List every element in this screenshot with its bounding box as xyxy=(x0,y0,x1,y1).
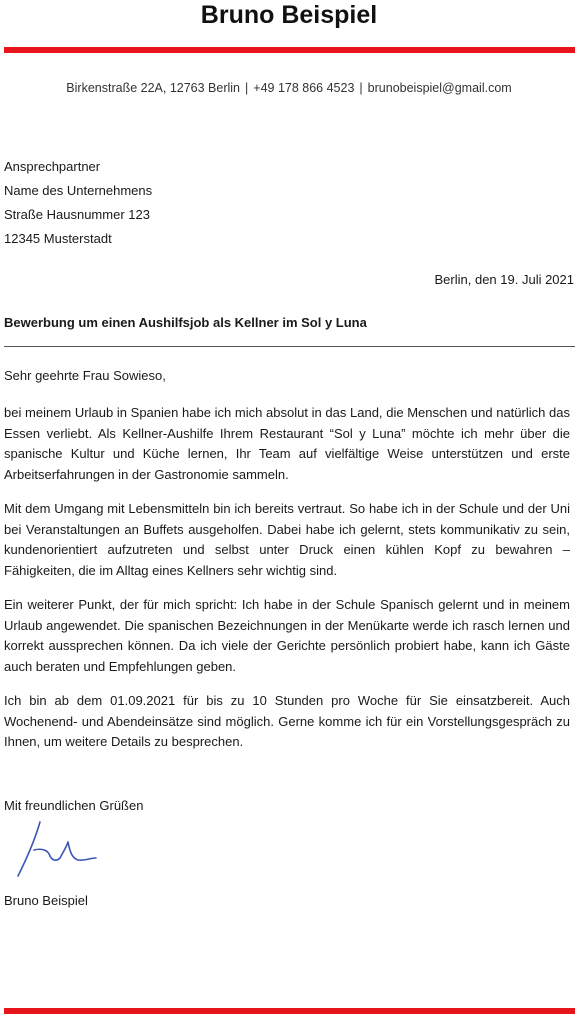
body-paragraph: Ich bin ab dem 01.09.2021 für bis zu 10 Stunden pro Woche für Sie einsatzbereit. Auch Wochenend- und Abendeinsätze sind möglich. Gerne komme ich für ein Vorstellungsgespräch zu Ihnen, um weitere Details zu besprechen. xyxy=(4,693,570,749)
closing-phrase: Mit freundlichen Grüßen xyxy=(4,798,144,813)
contact-email: brunobeispiel@gmail.com xyxy=(367,81,512,95)
contact-address: Birkenstraße 22A, 12763 Berlin xyxy=(66,81,241,95)
contact-separator: | xyxy=(245,81,249,95)
contact-separator: | xyxy=(359,81,363,95)
subject-divider xyxy=(4,346,575,347)
recipient-contact-person: Ansprechpartner xyxy=(4,159,101,174)
top-accent-bar xyxy=(4,47,575,53)
signer-name: Bruno Beispiel xyxy=(4,893,88,908)
recipient-street: Straße Hausnummer 123 xyxy=(4,207,150,222)
contact-line xyxy=(0,80,578,96)
letter-body xyxy=(4,403,570,767)
recipient-city: 12345 Musterstadt xyxy=(4,231,112,246)
recipient-company: Name des Unternehmens xyxy=(4,183,153,198)
signature-icon xyxy=(12,818,102,882)
letter-subject: Bewerbung um einen Aushilfsjob als Kellner im Sol y Luna xyxy=(4,315,367,330)
sender-name: Bruno Beispiel xyxy=(200,1,378,29)
body-paragraph: Mit dem Umgang mit Lebensmitteln bin ich bereits vertraut. So habe ich in der Schule und der Uni bei Veranstaltungen an Buffets ausgeholfen. Dabei habe ich gelernt, stets kommunikativ zu sein, kundenorientiert aufzutreten und selbst unter Druck einen kühlen Kopf zu bewahren – Fähigkeiten, die im Alltag eines Kellners sehr wichtig sind. xyxy=(4,501,570,578)
body-paragraph: bei meinem Urlaub in Spanien habe ich mich absolut in das Land, die Menschen und natürlich das Essen verliebt. Als Kellner-Aushilfe Ihrem Restaurant “Sol y Luna” möchte ich mehr über die spanische Kultur und Küche lernen, Ihr Team auf vielfältige Weise unterstützen und erste Arbeitserfahrungen in der Gastronomie sammeln. xyxy=(4,405,570,482)
bottom-accent-bar xyxy=(4,1008,575,1014)
body-paragraph: Ein weiterer Punkt, der für mich spricht: Ich habe in der Schule Spanisch gelernt und in meinem Urlaub angewendet. Die spanischen Bezeichnungen in der Menükarte werde ich rasch lernen und korrekt aussprechen können. Da ich viele der Gerichte persönlich probiert habe, kann ich Gäste auch beraten und Empfehlungen geben. xyxy=(4,597,570,674)
recipient-block xyxy=(4,155,152,251)
salutation: Sehr geehrte Frau Sowieso, xyxy=(4,368,166,383)
letter-date: Berlin, den 19. Juli 2021 xyxy=(434,272,574,287)
contact-phone: +49 178 866 4523 xyxy=(253,81,355,95)
